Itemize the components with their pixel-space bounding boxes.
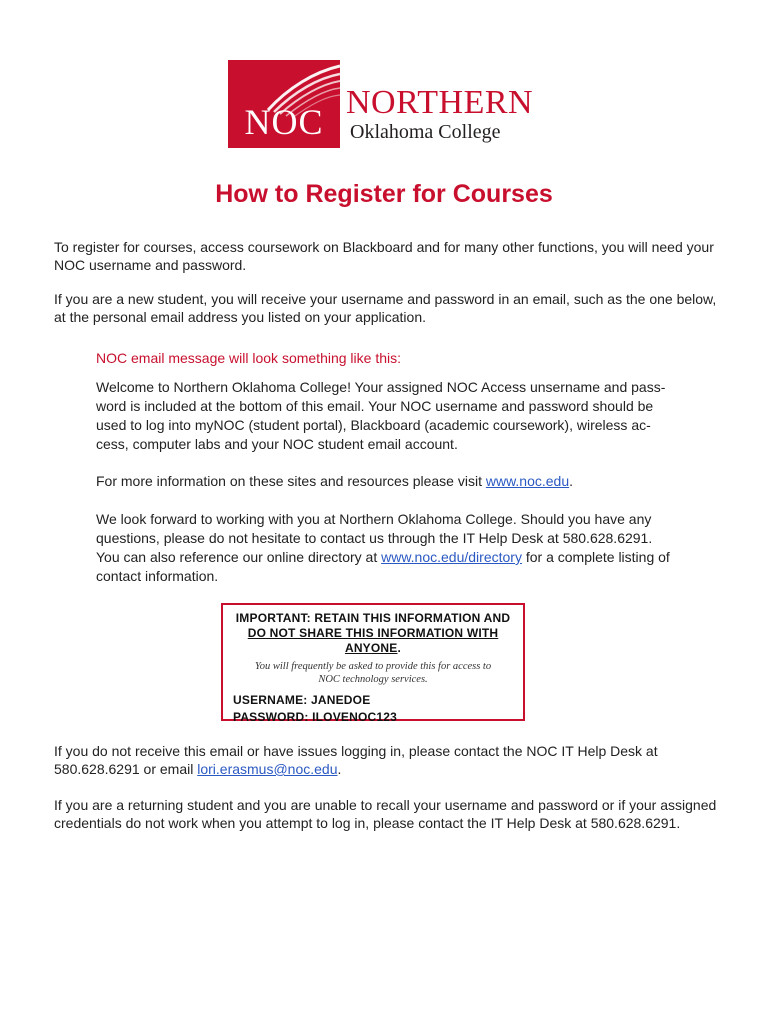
logo-college-text: Oklahoma College: [350, 121, 501, 143]
important-heading-line-2: [223, 626, 523, 656]
email-sample-paragraph-1: Welcome to Northern Oklahoma College! Your assigned NOC Access unsername and pass-word is included at the bottom of this email. Your NOC username and password should be used to log into myNOC (student portal), Blackboard (academic coursework), wireless ac-cess, computer labs and your NOC student email account.: [96, 379, 666, 452]
credentials: [223, 692, 523, 726]
username-value: USERNAME: JANEDOE: [233, 693, 371, 707]
logo-northern-text: NORTHERN: [346, 84, 534, 121]
email-sample-paragraph-2: [96, 472, 676, 491]
intro-paragraph-1: To register for courses, access coursework on Blackboard and for many other functions, you will need your NOC username and password.: [54, 239, 714, 273]
email-sample-p2-text: For more information on these sites and resources please visit: [96, 473, 486, 489]
email-sample-p3-text: We look forward to working with you at Northern Oklahoma College. Should you have any questions, please do not hesitate to contact us through the IT Help Desk at 580.628.6291. You can also reference our online directory at: [96, 511, 653, 565]
outro-paragraph-1: [54, 742, 726, 778]
intro-paragraph-2: If you are a new student, you will receive your username and password in an email, such as the one below, at the personal email address you listed on your application.: [54, 291, 717, 325]
email-sample-heading: NOC email message will look something like this:: [96, 350, 401, 366]
noc-website-link[interactable]: www.noc.edu: [485, 473, 570, 489]
noc-logo-mark: [228, 60, 340, 148]
noc-logo: [228, 60, 533, 148]
email-sample-p3-end: for a complete listing of contact information.: [96, 549, 670, 584]
important-note-line-1: You will frequently be asked to provide this for access to: [254, 661, 492, 672]
email-sample-p2-end: .: [569, 473, 574, 489]
outro-paragraph-2: If you are a returning student and you are unable to recall your username and password or if your assigned credentials do not work when you attempt to log in, please contact the IT Help Desk at 580.628.6291.: [54, 797, 717, 831]
outro-p1-text: If you do not receive this email or have issues logging in, please contact the NOC IT Help Desk at 580.628.6291 or email: [54, 743, 658, 777]
important-heading-line-2-end: .: [397, 641, 402, 655]
important-heading: [223, 611, 523, 656]
password-value: PASSWORD: ILOVENOC123: [233, 710, 398, 724]
logo-wordmark: [346, 60, 533, 144]
important-heading-line-2-text: DO NOT SHARE THIS INFORMATION WITH ANYONE: [247, 626, 499, 655]
email-sample-paragraph-3: [96, 510, 676, 586]
important-note-line-2: NOC technology services.: [318, 674, 428, 685]
outro-p1-end: .: [337, 761, 342, 777]
page-title: How to Register for Courses: [215, 180, 553, 208]
important-heading-line-1: IMPORTANT: RETAIN THIS INFORMATION AND: [235, 611, 511, 625]
help-email-link[interactable]: lori.erasmus@noc.edu: [197, 761, 338, 777]
noc-directory-link[interactable]: www.noc.edu/directory: [381, 549, 522, 565]
logo-noc-text: NOC: [244, 102, 324, 142]
important-info-box: [221, 603, 525, 724]
important-note: [223, 660, 523, 686]
